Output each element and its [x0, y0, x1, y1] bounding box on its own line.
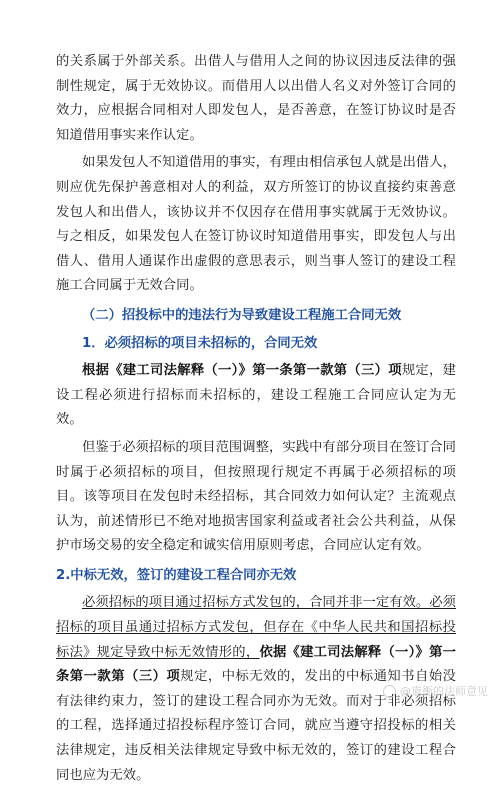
section-heading-bidding-violations: （二）招投标中的违法行为导致建设工程施工合同无效 [82, 307, 402, 323]
paragraph-good-faith: 如果发包人不知道借用的事实，有理由相信承包人就是出借人，则应优先保护善意相对人的利益，双方所签订的协议直接约束善意发包人和出借人，该协议并不仅因存在借用事实就属于无效协议。与之相反，如果发包人在签订协议时知道借用事实，即发包人与出借人、借用人通谋作出虚假的意思表示，则当事人签订的建设工程施工合同属于无效合同。 [56, 155, 456, 294]
document-page [56, 50, 456, 788]
subheading-bid-invalid: 2.中标无效，签订的建设工程合同亦无效 [56, 567, 297, 583]
legal-citation-2-rest: 规定，中标无效的，发出的中标通知书自始没有法律约束力，签订的建设工程合同亦为无效。而对于非必须招标的工程，选择通过招投标程序签订合同，就应当遵守招投标的相关法律规定，违反相关法律规定导致中标无效的，签订的建设工程合同也应为无效。 [56, 669, 456, 783]
watermark-text: @道衡的法师意见 [400, 685, 488, 698]
legal-citation: 根据《建工司法解释（一）》第一条第一款第（三）项 [82, 363, 402, 379]
paragraph-bid-invalid-lead: 必须招标的项目通过招标方式发包的，合同并非一定有效。必须招标的项目虽通过招标方式发包，但存在《中华人民共和国招标投标法》规定导致中标无效情形的， [56, 595, 456, 660]
weibo-logo-icon [383, 685, 396, 698]
legal-citation-rest: 规定，建设工程必须进行招标而未招标的，建设工程施工合同应认定为无效。 [56, 363, 456, 428]
subheading-no-tender: 1．必须招标的项目未招标的，合同无效 [82, 335, 318, 351]
watermark [383, 683, 488, 699]
paragraph-scope-adjustment: 但鉴于必须招标的项目范围调整，实践中有部分项目在签订合同时属于必须招标的项目，但按照现行规定不再属于必须招标的项目。该等项目在发包时未经招标，其合同效力如何认定？主流观点认为，前述情形已不绝对地损害国家利益或者社会公共利益，从保护市场交易的安全稳定和诚实信用原则考虑，合同应认定有效。 [56, 439, 456, 554]
paragraph-intro: 的关系属于外部关系。出借人与借用人之间的协议因违反法律的强制性规定，属于无效协议。而借用人以出借人名义对外签订合同的效力，应根据合同相对人即发包人，是否善意，在签订协议时是否知道借用事实来作认定。 [56, 54, 456, 143]
paragraph-legal-basis [56, 359, 456, 433]
legal-citation-2: 依据《建工司法解释（一）》第一条第一款第（三）项 [56, 644, 456, 685]
